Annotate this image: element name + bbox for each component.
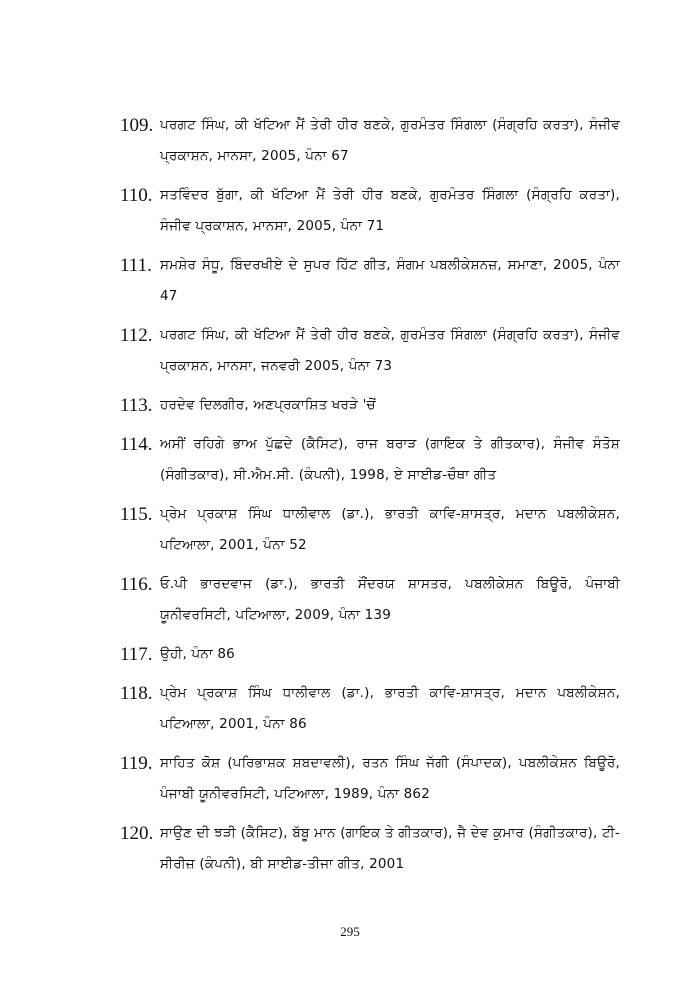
- footnote-number: 120.: [120, 823, 154, 844]
- footnote-item: [120, 499, 620, 561]
- footnote-text: ਉਹੀ, ਪੰਨਾ 86: [160, 646, 235, 662]
- footnote-text: ਪ੍ਰੇਮ ਪ੍ਰਕਾਸ਼ ਸਿੰਘ ਧਾਲੀਵਾਲ (ਡਾ.), ਭਾਰਤੀ ਕਾਵਿ-ਸ਼ਾਸਤ੍ਰ, ਮਦਾਨ ਪਬਲੀਕੇਸ਼ਨ, ਪਟਿਆਲਾ, 2001, ਪੰਨਾ 86: [160, 685, 620, 732]
- footnote-number: 115.: [120, 504, 153, 525]
- footnote-item: [120, 250, 620, 312]
- footnote-text: ਅਸੀਂ ਰਹਿਗੇ ਭਾਅ ਪੁੱਛਦੇ (ਕੈਸਿਟ), ਰਾਜ ਬਰਾੜ (ਗਾਇਕ ਤੇ ਗੀਤਕਾਰ), ਸੰਜੀਵ ਸੰਤੋਸ਼ (ਸੰਗੀਤਕਾਰ), ਸੀ.ਐਮ.ਸੀ. (ਕੰਪਨੀ), 1998, ਏ ਸਾਈਡ-ਚੌਥਾ ਗੀਤ: [160, 436, 620, 483]
- page-number: 295: [340, 924, 360, 939]
- footnote-number: 110.: [120, 185, 153, 206]
- footnote-item: [120, 818, 620, 880]
- footnote-text: ਸਾਉਣ ਦੀ ਝੜੀ (ਕੈਸਿਟ), ਬੱਬੂ ਮਾਨ (ਗਾਇਕ ਤੇ ਗੀਤਕਾਰ), ਜੈ ਦੇਵ ਕੁਮਾਰ (ਸੰਗੀਤਕਾਰ), ਟੀ-ਸੀਰੀਜ਼ (ਕੰਪਨੀ), ਬੀ ਸਾਈਡ-ਤੀਜਾ ਗੀਤ, 2001: [160, 825, 620, 872]
- footnote-item: [120, 180, 620, 242]
- footnote-text: ਪਰਗਟ ਸਿੰਘ, ਕੀ ਖੱਟਿਆ ਮੈਂ ਤੇਰੀ ਹੀਰ ਬਣਕੇ, ਗੁਰਮੰਤਰ ਸਿੰਗਲਾ (ਸੰਗ੍ਰਹਿ ਕਰਤਾ), ਸੰਜੀਵ ਪ੍ਰਕਾਸ਼ਨ, ਮਾਨਸਾ, 2005, ਪੰਨਾ 67: [160, 117, 620, 164]
- footnote-number: 112.: [120, 325, 153, 346]
- footnote-item: [120, 110, 620, 172]
- footnote-number: 117.: [120, 644, 153, 665]
- footnote-text: ਓ.ਪੀ ਭਾਰਦਵਾਜ (ਡਾ.), ਭਾਰਤੀ ਸੌਂਦਰਯ ਸ਼ਾਸਤਰ, ਪਬਲੀਕੇਸ਼ਨ ਬਿਊਰੋ, ਪੰਜਾਬੀ ਯੂਨੀਵਰਸਿਟੀ, ਪਟਿਆਲਾ, 2009, ਪੰਨਾ 139: [160, 576, 620, 623]
- footnote-text: ਸਾਹਿਤ ਕੋਸ਼ (ਪਰਿਭਾਸ਼ਕ ਸ਼ਬਦਾਵਲੀ), ਰਤਨ ਸਿੰਘ ਜੱਗੀ (ਸੰਪਾਦਕ), ਪਬਲੀਕੇਸ਼ਨ ਬਿਊਰੋ, ਪੰਜਾਬੀ ਯੂਨੀਵਰਸਿਟੀ, ਪਟਿਆਲਾ, 1989, ਪੰਨਾ 862: [160, 755, 620, 802]
- footnote-item: [120, 320, 620, 382]
- footnote-list: [120, 110, 620, 888]
- footnote-item: [120, 639, 620, 670]
- footnote-item: [120, 569, 620, 631]
- footnote-item: [120, 678, 620, 740]
- footnote-number: 111.: [120, 255, 152, 276]
- footnote-item: [120, 429, 620, 491]
- footnote-text: ਪ੍ਰੇਮ ਪ੍ਰਕਾਸ਼ ਸਿੰਘ ਧਾਲੀਵਾਲ (ਡਾ.), ਭਾਰਤੀ ਕਾਵਿ-ਸ਼ਾਸਤ੍ਰ, ਮਦਾਨ ਪਬਲੀਕੇਸ਼ਨ, ਪਟਿਆਲਾ, 2001, ਪੰਨਾ 52: [160, 506, 620, 553]
- footnote-number: 116.: [120, 574, 153, 595]
- footnote-item: [120, 748, 620, 810]
- footnote-text: ਸਮਸ਼ੇਰ ਸੰਧੂ, ਬਿੰਦਰਖੀਏ ਦੇ ਸੁਪਰ ਹਿੱਟ ਗੀਤ, ਸੰਗਮ ਪਬਲੀਕੇਸ਼ਨਜ਼, ਸਮਾਣਾ, 2005, ਪੰਨਾ 47: [160, 257, 620, 304]
- footnote-number: 109.: [120, 115, 154, 136]
- footnote-text: ਸਤਵਿੰਦਰ ਬੁੱਗਾ, ਕੀ ਖੱਟਿਆ ਮੈਂ ਤੇਰੀ ਹੀਰ ਬਣਕੇ, ਗੁਰਮੰਤਰ ਸਿੰਗਲਾ (ਸੰਗ੍ਰਹਿ ਕਰਤਾ), ਸੰਜੀਵ ਪ੍ਰਕਾਸ਼ਨ, ਮਾਨਸਾ, 2005, ਪੰਨਾ 71: [160, 187, 620, 234]
- footnote-number: 118.: [120, 683, 153, 704]
- footnote-number: 114.: [120, 434, 153, 455]
- footnote-text: ਪਰਗਟ ਸਿੰਘ, ਕੀ ਖੱਟਿਆ ਮੈਂ ਤੇਰੀ ਹੀਰ ਬਣਕੇ, ਗੁਰਮੰਤਰ ਸਿੰਗਲਾ (ਸੰਗ੍ਰਹਿ ਕਰਤਾ), ਸੰਜੀਵ ਪ੍ਰਕਾਸ਼ਨ, ਮਾਨਸਾ, ਜਨਵਰੀ 2005, ਪੰਨਾ 73: [160, 327, 620, 374]
- footnote-number: 119.: [120, 753, 153, 774]
- footnote-number: 113.: [120, 395, 153, 416]
- footnote-item: [120, 390, 620, 421]
- footnote-text: ਹਰਦੇਵ ਦਿਲਗੀਰ, ਅਣਪ੍ਰਕਾਸ਼ਿਤ ਖਰੜੇ 'ਚੋਂ: [160, 397, 376, 413]
